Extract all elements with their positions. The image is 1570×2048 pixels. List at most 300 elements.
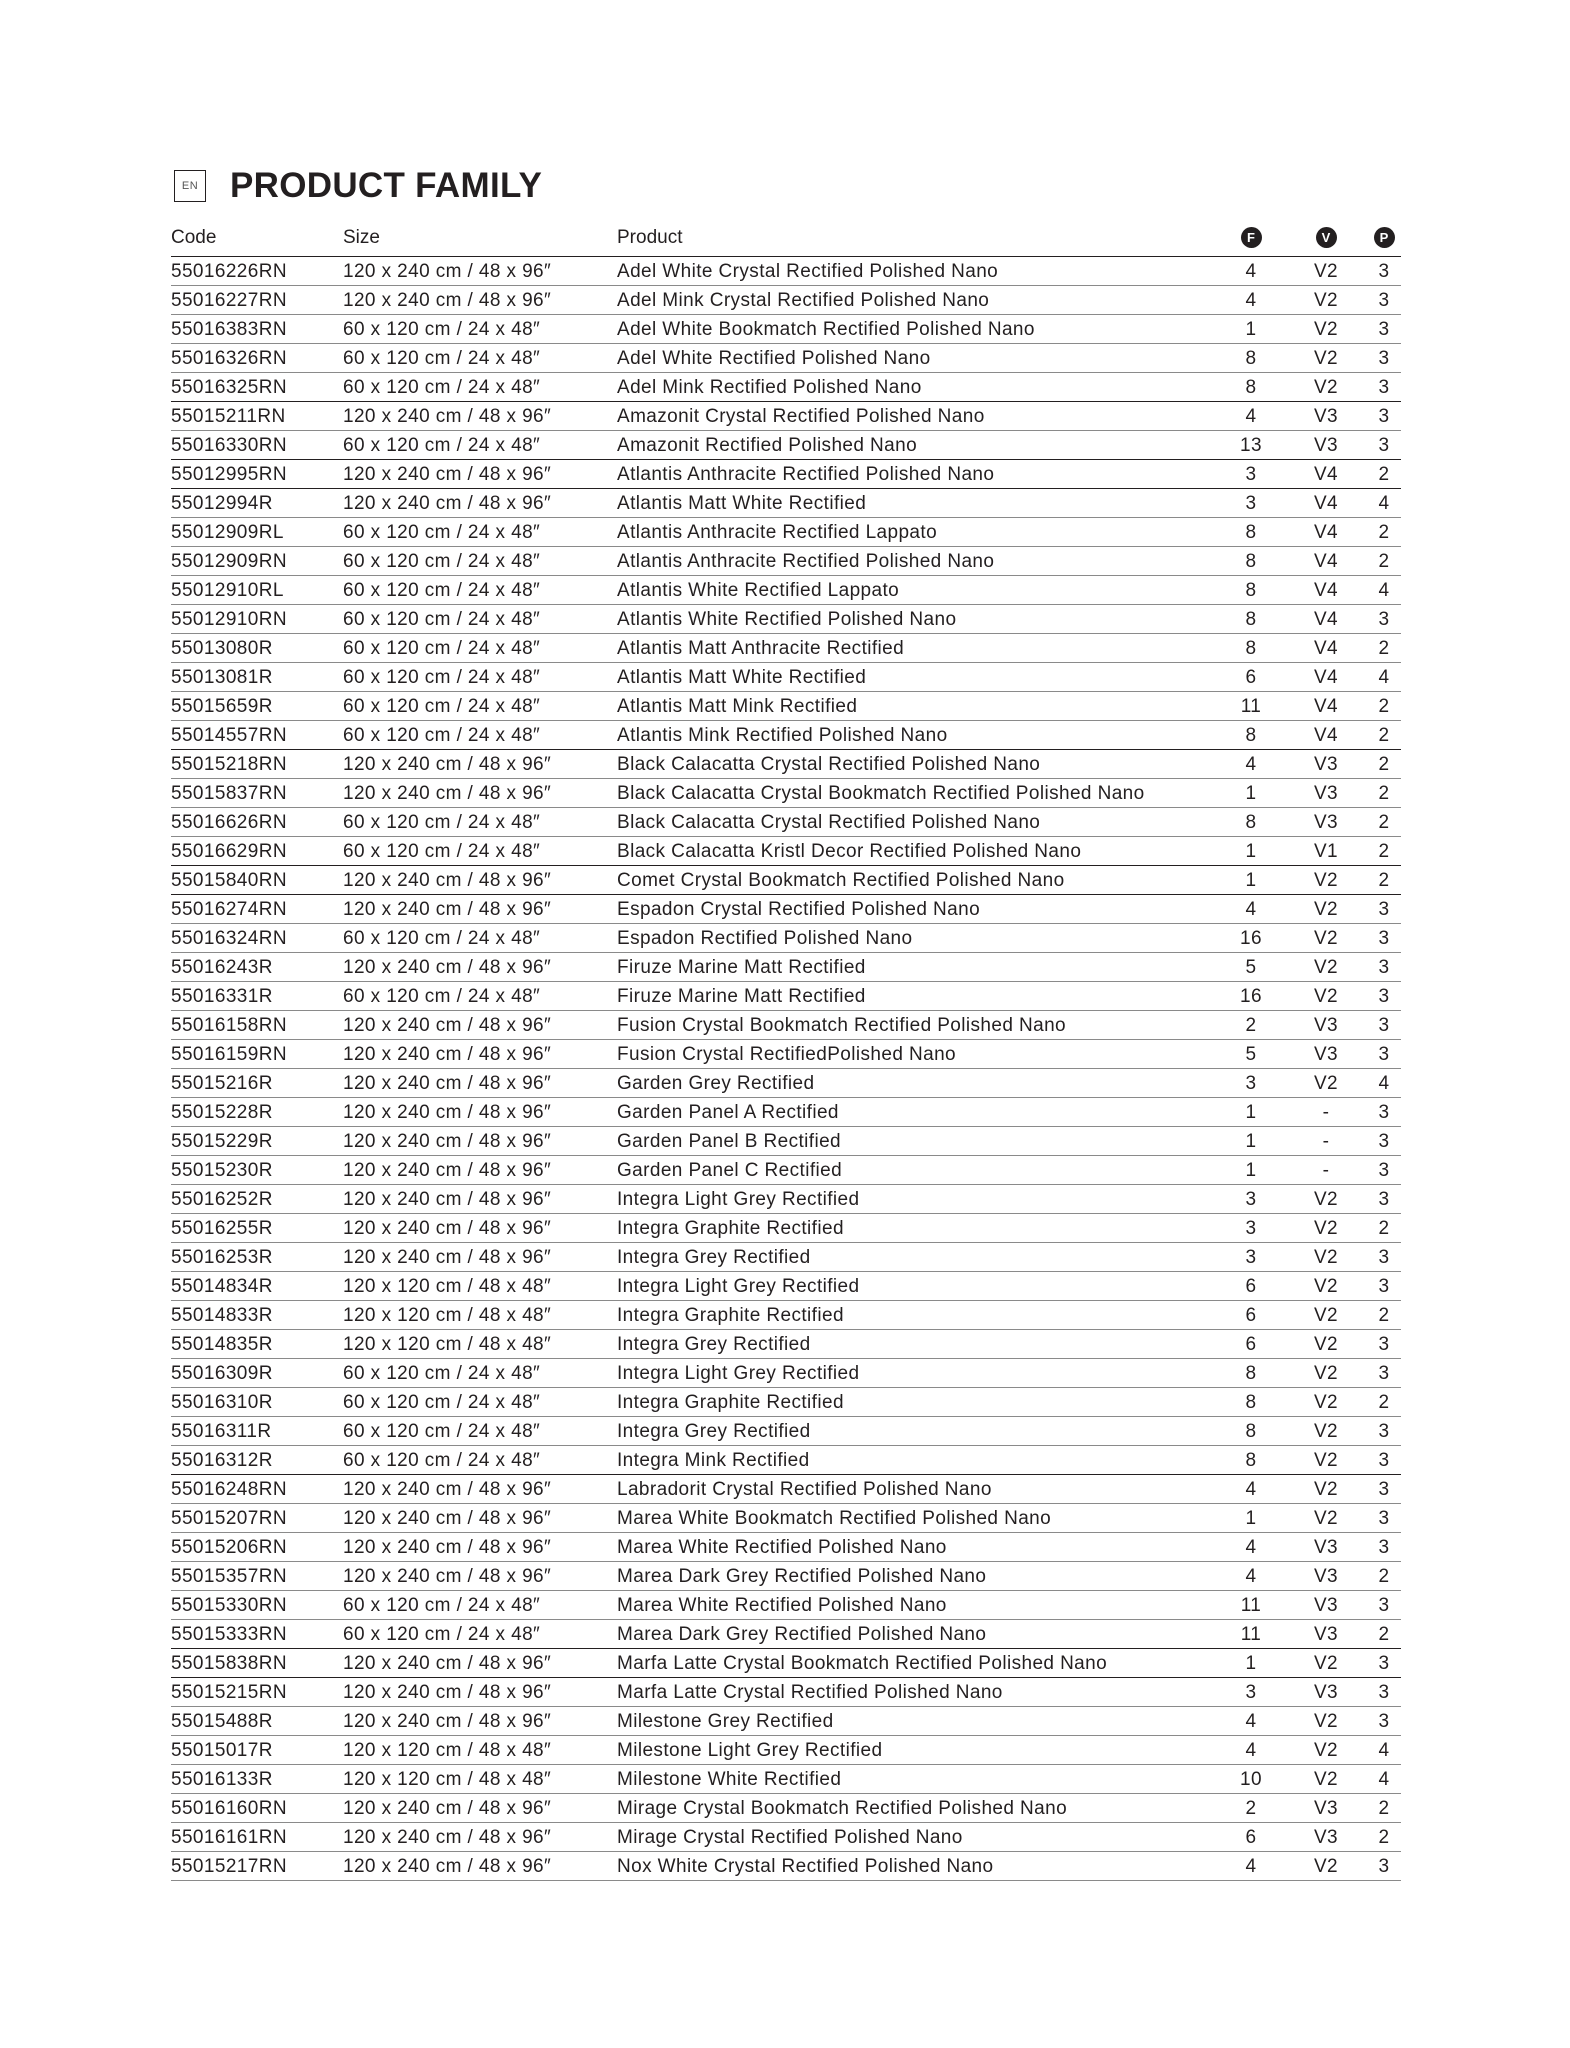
table-row xyxy=(171,373,1401,402)
table-header xyxy=(171,223,1401,257)
row-v-value: V3 xyxy=(1313,754,1339,775)
row-size: 120 x 240 cm / 48 x 96″ xyxy=(343,870,552,891)
row-size: 60 x 120 cm / 24 x 48″ xyxy=(343,1595,541,1616)
row-size: 60 x 120 cm / 24 x 48″ xyxy=(343,1363,541,1384)
row-product: Atlantis Mink Rectified Polished Nano xyxy=(617,725,948,746)
table-row xyxy=(171,895,1401,924)
table-row xyxy=(171,663,1401,692)
row-size: 60 x 120 cm / 24 x 48″ xyxy=(343,986,541,1007)
row-v-value: V2 xyxy=(1313,1276,1339,1297)
row-product: Integra Grey Rectified xyxy=(617,1334,811,1355)
row-f-value: 8 xyxy=(1245,638,1257,659)
row-size: 60 x 120 cm / 24 x 48″ xyxy=(343,725,541,746)
row-f-value: 6 xyxy=(1245,1334,1257,1355)
row-product: Fusion Crystal Bookmatch Rectified Polished Nano xyxy=(617,1015,1067,1036)
f-circle-icon: F xyxy=(1241,227,1262,248)
row-f-value: 8 xyxy=(1245,1450,1257,1471)
row-product: Integra Light Grey Rectified xyxy=(617,1363,860,1384)
row-product: Marea White Bookmatch Rectified Polished Nano xyxy=(617,1508,1052,1529)
row-code: 55012909RL xyxy=(171,522,284,543)
row-size: 60 x 120 cm / 24 x 48″ xyxy=(343,812,541,833)
row-product: Marea White Rectified Polished Nano xyxy=(617,1595,947,1616)
row-p-value: 3 xyxy=(1378,1160,1390,1181)
row-product: Garden Panel B Rectified xyxy=(617,1131,841,1152)
row-f-value: 1 xyxy=(1245,1653,1257,1674)
row-v-value: V4 xyxy=(1313,609,1339,630)
row-v-value: V2 xyxy=(1313,1218,1339,1239)
row-product: Integra Grey Rectified xyxy=(617,1421,811,1442)
row-v-value: V4 xyxy=(1313,725,1339,746)
row-size: 120 x 240 cm / 48 x 96″ xyxy=(343,1247,552,1268)
row-p-value: 4 xyxy=(1378,1769,1390,1790)
row-code: 55014833R xyxy=(171,1305,273,1326)
row-product: Garden Panel C Rectified xyxy=(617,1160,843,1181)
row-product: Atlantis White Rectified Polished Nano xyxy=(617,609,957,630)
row-p-value: 3 xyxy=(1378,348,1390,369)
table-row xyxy=(171,866,1401,895)
row-p-value: 2 xyxy=(1378,1392,1390,1413)
row-product: Milestone White Rectified xyxy=(617,1769,842,1790)
row-f-value: 8 xyxy=(1245,551,1257,572)
row-code: 55015838RN xyxy=(171,1653,287,1674)
row-p-value: 3 xyxy=(1378,1044,1390,1065)
row-f-value: 4 xyxy=(1245,1711,1257,1732)
row-v-value: - xyxy=(1322,1160,1330,1181)
row-size: 60 x 120 cm / 24 x 48″ xyxy=(343,377,541,398)
row-v-value: - xyxy=(1322,1131,1330,1152)
row-p-value: 3 xyxy=(1378,1479,1390,1500)
table-row xyxy=(171,1417,1401,1446)
table-row xyxy=(171,547,1401,576)
row-size: 60 x 120 cm / 24 x 48″ xyxy=(343,841,541,862)
row-size: 60 x 120 cm / 24 x 48″ xyxy=(343,609,541,630)
row-v-value: V2 xyxy=(1313,1334,1339,1355)
row-p-value: 2 xyxy=(1378,1798,1390,1819)
row-product: Adel Mink Crystal Rectified Polished Nano xyxy=(617,290,990,311)
row-code: 55015357RN xyxy=(171,1566,287,1587)
row-code: 55012910RN xyxy=(171,609,287,630)
row-p-value: 3 xyxy=(1378,986,1390,1007)
row-product: Atlantis Matt Anthracite Rectified xyxy=(617,638,905,659)
row-product: Black Calacatta Crystal Rectified Polished Nano xyxy=(617,754,1041,775)
row-size: 120 x 240 cm / 48 x 96″ xyxy=(343,493,552,514)
row-p-value: 2 xyxy=(1378,464,1390,485)
row-v-value: V2 xyxy=(1313,1247,1339,1268)
row-product: Adel White Rectified Polished Nano xyxy=(617,348,931,369)
row-size: 60 x 120 cm / 24 x 48″ xyxy=(343,348,541,369)
row-f-value: 10 xyxy=(1240,1769,1262,1790)
row-size: 120 x 240 cm / 48 x 96″ xyxy=(343,1073,552,1094)
row-f-value: 3 xyxy=(1245,1682,1257,1703)
row-p-value: 3 xyxy=(1378,1334,1390,1355)
row-f-value: 1 xyxy=(1245,870,1257,891)
row-size: 120 x 240 cm / 48 x 96″ xyxy=(343,1798,552,1819)
row-p-value: 3 xyxy=(1378,1653,1390,1674)
row-p-value: 2 xyxy=(1378,812,1390,833)
row-product: Adel White Crystal Rectified Polished Nano xyxy=(617,261,999,282)
row-code: 55015837RN xyxy=(171,783,287,804)
row-code: 55016629RN xyxy=(171,841,287,862)
row-p-value: 2 xyxy=(1378,870,1390,891)
row-product: Labradorit Crystal Rectified Polished Nano xyxy=(617,1479,992,1500)
row-code: 55015840RN xyxy=(171,870,287,891)
row-code: 55014834R xyxy=(171,1276,273,1297)
row-v-value: V3 xyxy=(1313,406,1339,427)
row-code: 55016330RN xyxy=(171,435,287,456)
row-v-value: V4 xyxy=(1313,464,1339,485)
language-badge: EN xyxy=(174,170,206,202)
row-size: 120 x 240 cm / 48 x 96″ xyxy=(343,464,552,485)
row-p-value: 3 xyxy=(1378,928,1390,949)
table-row xyxy=(171,1852,1401,1881)
row-p-value: 3 xyxy=(1378,1450,1390,1471)
table-row xyxy=(171,750,1401,779)
row-v-value: V3 xyxy=(1313,1595,1339,1616)
row-p-value: 4 xyxy=(1378,1073,1390,1094)
row-v-value: V2 xyxy=(1313,1305,1339,1326)
row-size: 60 x 120 cm / 24 x 48″ xyxy=(343,1421,541,1442)
row-f-value: 16 xyxy=(1240,928,1262,949)
row-v-value: V3 xyxy=(1313,783,1339,804)
row-v-value: V2 xyxy=(1313,928,1339,949)
row-f-value: 1 xyxy=(1245,1131,1257,1152)
row-p-value: 3 xyxy=(1378,1276,1390,1297)
row-product: Marea Dark Grey Rectified Polished Nano xyxy=(617,1566,987,1587)
table-row xyxy=(171,982,1401,1011)
row-code: 55016252R xyxy=(171,1189,273,1210)
row-code: 55015230R xyxy=(171,1160,273,1181)
row-size: 120 x 120 cm / 48 x 48″ xyxy=(343,1740,552,1761)
table-row xyxy=(171,1011,1401,1040)
row-p-value: 3 xyxy=(1378,1856,1390,1877)
row-p-value: 2 xyxy=(1378,1827,1390,1848)
row-p-value: 2 xyxy=(1378,638,1390,659)
row-f-value: 1 xyxy=(1245,319,1257,340)
row-p-value: 3 xyxy=(1378,609,1390,630)
row-v-value: V2 xyxy=(1313,348,1339,369)
table-row xyxy=(171,1127,1401,1156)
row-size: 60 x 120 cm / 24 x 48″ xyxy=(343,580,541,601)
row-p-value: 3 xyxy=(1378,1421,1390,1442)
row-f-value: 8 xyxy=(1245,725,1257,746)
row-code: 55016159RN xyxy=(171,1044,287,1065)
row-f-value: 2 xyxy=(1245,1015,1257,1036)
row-f-value: 4 xyxy=(1245,754,1257,775)
row-product: Mirage Crystal Bookmatch Rectified Polished Nano xyxy=(617,1798,1068,1819)
row-p-value: 3 xyxy=(1378,1189,1390,1210)
row-v-value: V2 xyxy=(1313,1421,1339,1442)
row-size: 120 x 240 cm / 48 x 96″ xyxy=(343,1508,552,1529)
row-v-value: - xyxy=(1322,1102,1330,1123)
row-size: 120 x 240 cm / 48 x 96″ xyxy=(343,1682,552,1703)
row-product: Nox White Crystal Rectified Polished Nano xyxy=(617,1856,994,1877)
row-product: Firuze Marine Matt Rectified xyxy=(617,986,866,1007)
table-row xyxy=(171,1794,1401,1823)
row-code: 55016243R xyxy=(171,957,273,978)
row-v-value: V2 xyxy=(1313,1073,1339,1094)
row-v-value: V2 xyxy=(1313,290,1339,311)
table-row xyxy=(171,489,1401,518)
row-v-value: V1 xyxy=(1313,841,1339,862)
row-product: Atlantis Matt White Rectified xyxy=(617,667,867,688)
row-p-value: 3 xyxy=(1378,1363,1390,1384)
row-p-value: 3 xyxy=(1378,1711,1390,1732)
row-code: 55016160RN xyxy=(171,1798,287,1819)
table-row xyxy=(171,518,1401,547)
row-v-value: V3 xyxy=(1313,1537,1339,1558)
table-row xyxy=(171,634,1401,663)
row-size: 120 x 120 cm / 48 x 48″ xyxy=(343,1334,552,1355)
row-size: 120 x 240 cm / 48 x 96″ xyxy=(343,1015,552,1036)
row-f-value: 11 xyxy=(1240,1624,1262,1645)
table-row xyxy=(171,692,1401,721)
row-size: 120 x 240 cm / 48 x 96″ xyxy=(343,406,552,427)
row-code: 55016158RN xyxy=(171,1015,287,1036)
row-p-value: 3 xyxy=(1378,290,1390,311)
row-f-value: 4 xyxy=(1245,1740,1257,1761)
row-p-value: 2 xyxy=(1378,1305,1390,1326)
row-code: 55015206RN xyxy=(171,1537,287,1558)
table-row xyxy=(171,779,1401,808)
table-row xyxy=(171,1678,1401,1707)
row-f-value: 3 xyxy=(1245,1247,1257,1268)
row-product: Atlantis Anthracite Rectified Polished Nano xyxy=(617,464,995,485)
row-p-value: 2 xyxy=(1378,754,1390,775)
row-v-value: V2 xyxy=(1313,319,1339,340)
row-code: 55016274RN xyxy=(171,899,287,920)
row-size: 60 x 120 cm / 24 x 48″ xyxy=(343,435,541,456)
row-product: Amazonit Rectified Polished Nano xyxy=(617,435,918,456)
row-f-value: 8 xyxy=(1245,522,1257,543)
row-code: 55015017R xyxy=(171,1740,273,1761)
row-size: 120 x 240 cm / 48 x 96″ xyxy=(343,290,552,311)
row-v-value: V4 xyxy=(1313,696,1339,717)
row-f-value: 8 xyxy=(1245,1392,1257,1413)
row-product: Atlantis Anthracite Rectified Lappato xyxy=(617,522,938,543)
row-f-value: 3 xyxy=(1245,1189,1257,1210)
row-size: 60 x 120 cm / 24 x 48″ xyxy=(343,638,541,659)
row-v-value: V3 xyxy=(1313,1015,1339,1036)
row-p-value: 3 xyxy=(1378,1682,1390,1703)
row-f-value: 4 xyxy=(1245,1537,1257,1558)
row-f-value: 1 xyxy=(1245,1508,1257,1529)
row-f-value: 2 xyxy=(1245,1798,1257,1819)
row-product: Espadon Crystal Rectified Polished Nano xyxy=(617,899,981,920)
row-code: 55015228R xyxy=(171,1102,273,1123)
row-code: 55015659R xyxy=(171,696,273,717)
table-row xyxy=(171,1446,1401,1475)
row-size: 60 x 120 cm / 24 x 48″ xyxy=(343,1450,541,1471)
row-size: 120 x 240 cm / 48 x 96″ xyxy=(343,1160,552,1181)
row-p-value: 2 xyxy=(1378,1624,1390,1645)
page-title: PRODUCT FAMILY xyxy=(230,166,543,205)
table-body xyxy=(171,257,1401,1881)
row-v-value: V2 xyxy=(1313,957,1339,978)
row-v-value: V2 xyxy=(1313,1508,1339,1529)
row-p-value: 3 xyxy=(1378,1015,1390,1036)
row-code: 55012995RN xyxy=(171,464,287,485)
table-row xyxy=(171,1214,1401,1243)
row-f-value: 6 xyxy=(1245,1305,1257,1326)
row-size: 120 x 240 cm / 48 x 96″ xyxy=(343,1711,552,1732)
row-p-value: 4 xyxy=(1378,667,1390,688)
row-size: 120 x 240 cm / 48 x 96″ xyxy=(343,1537,552,1558)
row-f-value: 8 xyxy=(1245,377,1257,398)
product-table xyxy=(171,223,1401,1881)
table-row xyxy=(171,1388,1401,1417)
row-p-value: 2 xyxy=(1378,522,1390,543)
row-product: Milestone Light Grey Rectified xyxy=(617,1740,883,1761)
row-code: 55015216R xyxy=(171,1073,273,1094)
table-row xyxy=(171,605,1401,634)
row-f-value: 3 xyxy=(1245,493,1257,514)
row-v-value: V2 xyxy=(1313,261,1339,282)
row-code: 55012909RN xyxy=(171,551,287,572)
row-product: Atlantis Matt White Rectified xyxy=(617,493,867,514)
row-p-value: 2 xyxy=(1378,783,1390,804)
table-row xyxy=(171,576,1401,605)
row-v-value: V2 xyxy=(1313,899,1339,920)
row-p-value: 3 xyxy=(1378,1595,1390,1616)
row-p-value: 3 xyxy=(1378,899,1390,920)
row-f-value: 13 xyxy=(1240,435,1262,456)
row-v-value: V3 xyxy=(1313,1682,1339,1703)
row-v-value: V2 xyxy=(1313,1450,1339,1471)
row-v-value: V2 xyxy=(1313,1363,1339,1384)
table-row xyxy=(171,924,1401,953)
row-product: Marea Dark Grey Rectified Polished Nano xyxy=(617,1624,987,1645)
row-code: 55012994R xyxy=(171,493,273,514)
row-f-value: 1 xyxy=(1245,1160,1257,1181)
row-v-value: V2 xyxy=(1313,377,1339,398)
table-row xyxy=(171,460,1401,489)
row-v-value: V2 xyxy=(1313,1740,1339,1761)
row-f-value: 11 xyxy=(1240,1595,1262,1616)
row-code: 55016253R xyxy=(171,1247,273,1268)
row-product: Mirage Crystal Rectified Polished Nano xyxy=(617,1827,963,1848)
table-row xyxy=(171,1156,1401,1185)
row-code: 55015207RN xyxy=(171,1508,287,1529)
row-product: Black Calacatta Kristl Decor Rectified Polished Nano xyxy=(617,841,1082,862)
row-product: Adel White Bookmatch Rectified Polished Nano xyxy=(617,319,1035,340)
row-code: 55016133R xyxy=(171,1769,273,1790)
row-code: 55016383RN xyxy=(171,319,287,340)
row-v-value: V2 xyxy=(1313,1769,1339,1790)
row-code: 55014557RN xyxy=(171,725,287,746)
row-size: 60 x 120 cm / 24 x 48″ xyxy=(343,928,541,949)
row-product: Marea White Rectified Polished Nano xyxy=(617,1537,947,1558)
row-code: 55015211RN xyxy=(171,406,286,427)
row-product: Comet Crystal Bookmatch Rectified Polished Nano xyxy=(617,870,1065,891)
column-header-size: Size xyxy=(343,227,380,248)
row-size: 120 x 120 cm / 48 x 48″ xyxy=(343,1305,552,1326)
row-product: Integra Grey Rectified xyxy=(617,1247,811,1268)
table-row xyxy=(171,721,1401,750)
row-size: 120 x 240 cm / 48 x 96″ xyxy=(343,1218,552,1239)
row-v-value: V4 xyxy=(1313,667,1339,688)
row-v-value: V3 xyxy=(1313,1044,1339,1065)
row-f-value: 8 xyxy=(1245,1421,1257,1442)
row-product: Integra Graphite Rectified xyxy=(617,1218,844,1239)
row-size: 60 x 120 cm / 24 x 48″ xyxy=(343,522,541,543)
row-code: 55016626RN xyxy=(171,812,287,833)
row-f-value: 8 xyxy=(1245,812,1257,833)
row-code: 55015333RN xyxy=(171,1624,287,1645)
table-row xyxy=(171,402,1401,431)
row-size: 120 x 120 cm / 48 x 48″ xyxy=(343,1276,552,1297)
table-row xyxy=(171,1765,1401,1794)
table-row xyxy=(171,1736,1401,1765)
row-code: 55016309R xyxy=(171,1363,273,1384)
row-p-value: 3 xyxy=(1378,406,1390,427)
row-p-value: 2 xyxy=(1378,725,1390,746)
table-row xyxy=(171,1533,1401,1562)
row-code: 55016312R xyxy=(171,1450,273,1471)
row-size: 120 x 240 cm / 48 x 96″ xyxy=(343,783,552,804)
table-row xyxy=(171,1301,1401,1330)
table-row xyxy=(171,1707,1401,1736)
row-size: 60 x 120 cm / 24 x 48″ xyxy=(343,1624,541,1645)
row-size: 120 x 240 cm / 48 x 96″ xyxy=(343,261,552,282)
table-row xyxy=(171,1330,1401,1359)
row-size: 120 x 240 cm / 48 x 96″ xyxy=(343,1131,552,1152)
row-product: Milestone Grey Rectified xyxy=(617,1711,834,1732)
row-size: 120 x 240 cm / 48 x 96″ xyxy=(343,957,552,978)
row-v-value: V2 xyxy=(1313,870,1339,891)
row-p-value: 4 xyxy=(1378,1740,1390,1761)
row-size: 120 x 240 cm / 48 x 96″ xyxy=(343,1856,552,1877)
table-row xyxy=(171,1359,1401,1388)
row-product: Garden Panel A Rectified xyxy=(617,1102,839,1123)
row-v-value: V3 xyxy=(1313,812,1339,833)
row-f-value: 4 xyxy=(1245,1856,1257,1877)
row-v-value: V2 xyxy=(1313,1711,1339,1732)
row-v-value: V4 xyxy=(1313,522,1339,543)
table-row xyxy=(171,1591,1401,1620)
row-size: 120 x 240 cm / 48 x 96″ xyxy=(343,754,552,775)
row-code: 55015488R xyxy=(171,1711,273,1732)
row-product: Marfa Latte Crystal Bookmatch Rectified Polished Nano xyxy=(617,1653,1108,1674)
row-code: 55016227RN xyxy=(171,290,287,311)
row-size: 120 x 240 cm / 48 x 96″ xyxy=(343,1653,552,1674)
row-f-value: 8 xyxy=(1245,580,1257,601)
table-row xyxy=(171,808,1401,837)
row-f-value: 8 xyxy=(1245,348,1257,369)
row-p-value: 3 xyxy=(1378,377,1390,398)
row-product: Atlantis Matt Mink Rectified xyxy=(617,696,858,717)
row-size: 120 x 240 cm / 48 x 96″ xyxy=(343,1566,552,1587)
row-product: Integra Graphite Rectified xyxy=(617,1305,844,1326)
row-product: Espadon Rectified Polished Nano xyxy=(617,928,913,949)
row-f-value: 4 xyxy=(1245,899,1257,920)
row-f-value: 1 xyxy=(1245,1102,1257,1123)
row-code: 55015217RN xyxy=(171,1856,287,1877)
row-f-value: 4 xyxy=(1245,406,1257,427)
row-v-value: V4 xyxy=(1313,493,1339,514)
row-p-value: 3 xyxy=(1378,1537,1390,1558)
row-size: 120 x 240 cm / 48 x 96″ xyxy=(343,1827,552,1848)
row-p-value: 3 xyxy=(1378,1102,1390,1123)
row-v-value: V3 xyxy=(1313,435,1339,456)
row-f-value: 3 xyxy=(1245,464,1257,485)
row-product: Black Calacatta Crystal Bookmatch Rectified Polished Nano xyxy=(617,783,1145,804)
table-row xyxy=(171,1185,1401,1214)
table-row xyxy=(171,257,1401,286)
row-p-value: 2 xyxy=(1378,1566,1390,1587)
table-row xyxy=(171,1040,1401,1069)
row-f-value: 3 xyxy=(1245,1073,1257,1094)
row-v-value: V3 xyxy=(1313,1827,1339,1848)
